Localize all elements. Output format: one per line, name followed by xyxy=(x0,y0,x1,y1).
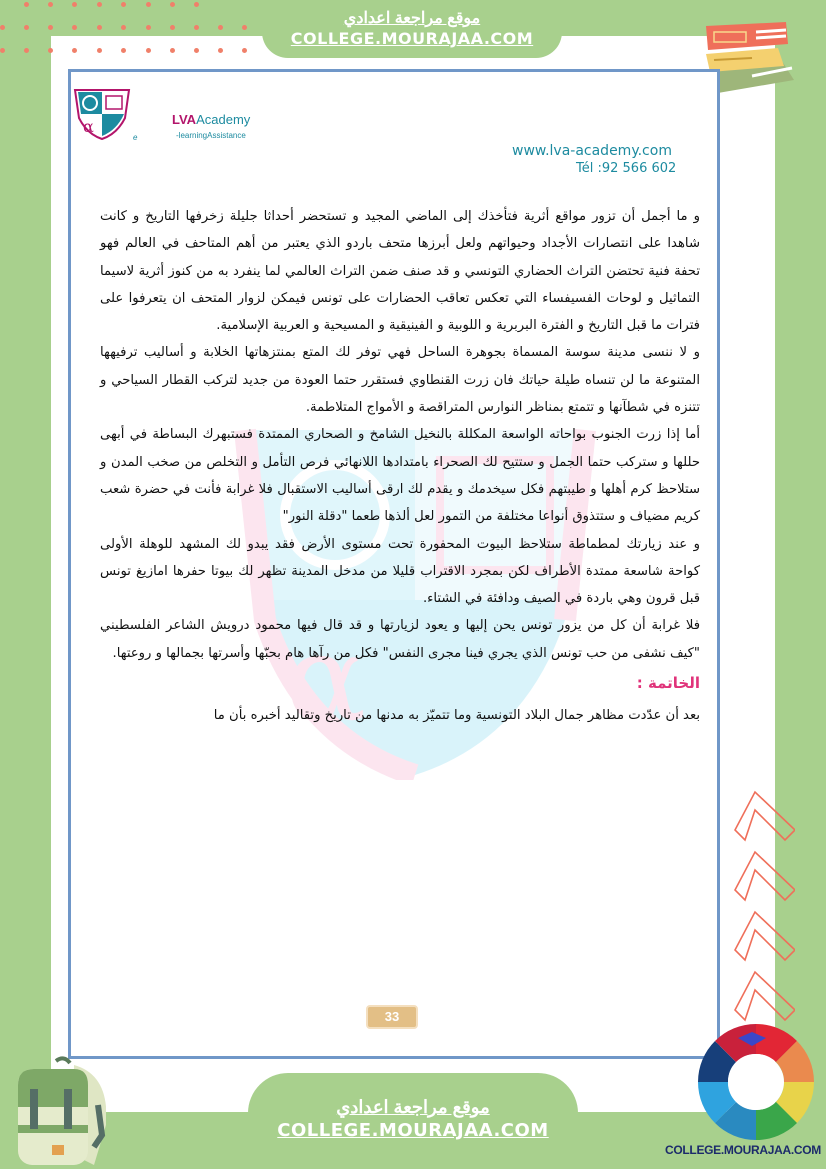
college-mourajaa-logo-icon[interactable] xyxy=(696,1022,816,1142)
conclusion-text: بعد أن عدّدت مظاهر جمال البلاد التونسية وما تتميّز به مدنها من تاريخ وتقاليد أخبره بأن ما xyxy=(213,708,700,724)
brand-suffix: Academy xyxy=(196,112,251,127)
lva-academy-logo-icon xyxy=(73,88,131,140)
site-banner-domain[interactable]: COLLEGE.MOURAJAA.COM xyxy=(277,1120,549,1141)
paragraph: و لا ننسى مدينة سوسة المسماة بجوهرة الساحل فهي توفر لك المتع بمنتزهاتها الخلابة و أساليب ترفيهها المتنوعة ما لن تنساه طيلة حياتك فان زرت القنطاوي فستقرر حتما العودة من جديد لتركب القطار السياحي و تتنزه في شطآنها و تتمتع بمناظر النوارس المتراقصة و الأمواج المتلاطمة. xyxy=(100,345,700,416)
paragraph: و عند زيارتك لمطماطة ستلاحظ البيوت المحفورة تحت مستوى الأرض فقد يبدو لك المشهد للوهلة الأولى كواحة شاسعة ممتدة الأطراف لكن بمجرد الاقتراب قليلا من مدخل المدينة تظهر لك بيوتا حفرها امازيغ تونس قبل قرون وهي باردة في الصيف ودافئة في الشتاء. xyxy=(100,536,700,607)
phone-number: Tél :92 566 602 xyxy=(576,161,677,176)
site-banner-arabic[interactable]: موقع مراجعة اعدادي xyxy=(343,10,481,27)
paragraph: فلا غرابة أن كل من يزور تونس يحن إليها و يعود لزيارتها و قد قال فيها محمود درويش الشاعر الفلسطيني "كيف نشفى من حب تونس الذي يجري فينا مجرى النفس" فكل من رآها هام بحبّها وأسرتها بجمالها و روعتها. xyxy=(100,618,700,661)
site-banner-top[interactable] xyxy=(262,0,562,58)
brand-tagline: -learningAssistance xyxy=(176,131,246,140)
essay-body xyxy=(100,203,700,729)
paragraph: و ما أجمل أن تزور مواقع أثرية فتأخذك إلى الماضي المجيد و تستحضر أحداثا جليلة زخرفها التاريخ و كانت شاهدا على انتصارات الأجداد وحيواتهم ولعل أبرزها متحف باردو الذي يعتبر من أهم المتاحف في العالم فهو تحفة فنية تحتضن التراث الحضاري التونسي و قد صنف ضمن التراث العالمي لما ينفرد به من كنوز أثرية لاسيما التماثيل و لوحات الفسيفساء التي تعكس تعاقب الحضارات على تونس فيمكن لزوار المتحف ان يتعرفوا على فترات ما قبل التاريخ و الفترة البربرية و اللوبية و الفينيقية و المسيحية و العربية الإسلامية. xyxy=(100,209,700,334)
brand-name xyxy=(172,112,250,127)
paragraph: أما إذا زرت الجنوب بواحاته الواسعة المكللة بالنخيل الشامخ و الصحاري الممتدة فستبهرك البساطة في أبهى حللها و ستركب حتما الجمل و ستتيح لك الصحراء بامتدادها اللانهائي فرص التأمل و التخلص من صخب المدن و ستلاحظ كرم أهلها و طيبتهم فكل سيخدمك و يقدم لك ارقى أساليب الاستقبال فلا غرابة فأنت في حضرة شعب كريم مضياف و ستتذوق أنواعا مختلفة من التمور لعل ألذها طعما "دقلة النور" xyxy=(100,427,700,525)
page-number-badge: 33 xyxy=(366,1005,418,1029)
backpack-icon xyxy=(14,1055,106,1169)
left-green-band xyxy=(0,0,51,1169)
svg-text:α: α xyxy=(285,610,367,749)
college-mourajaa-label[interactable]: COLLEGE.MOURAJAA.COM xyxy=(664,1143,821,1157)
site-banner-arabic[interactable]: موقع مراجعة اعدادي xyxy=(336,1097,490,1117)
svg-text:α: α xyxy=(83,117,94,136)
site-banner-bottom[interactable] xyxy=(248,1073,578,1169)
chevron-up-decoration-icon xyxy=(733,790,795,1030)
website-link[interactable]: www.lva-academy.com xyxy=(512,143,672,159)
brand-e-mark: e xyxy=(133,133,138,142)
brand-prefix: LVA xyxy=(172,112,197,127)
conclusion-heading: الخاتمة : xyxy=(636,674,700,693)
site-banner-domain[interactable]: COLLEGE.MOURAJAA.COM xyxy=(290,29,534,48)
